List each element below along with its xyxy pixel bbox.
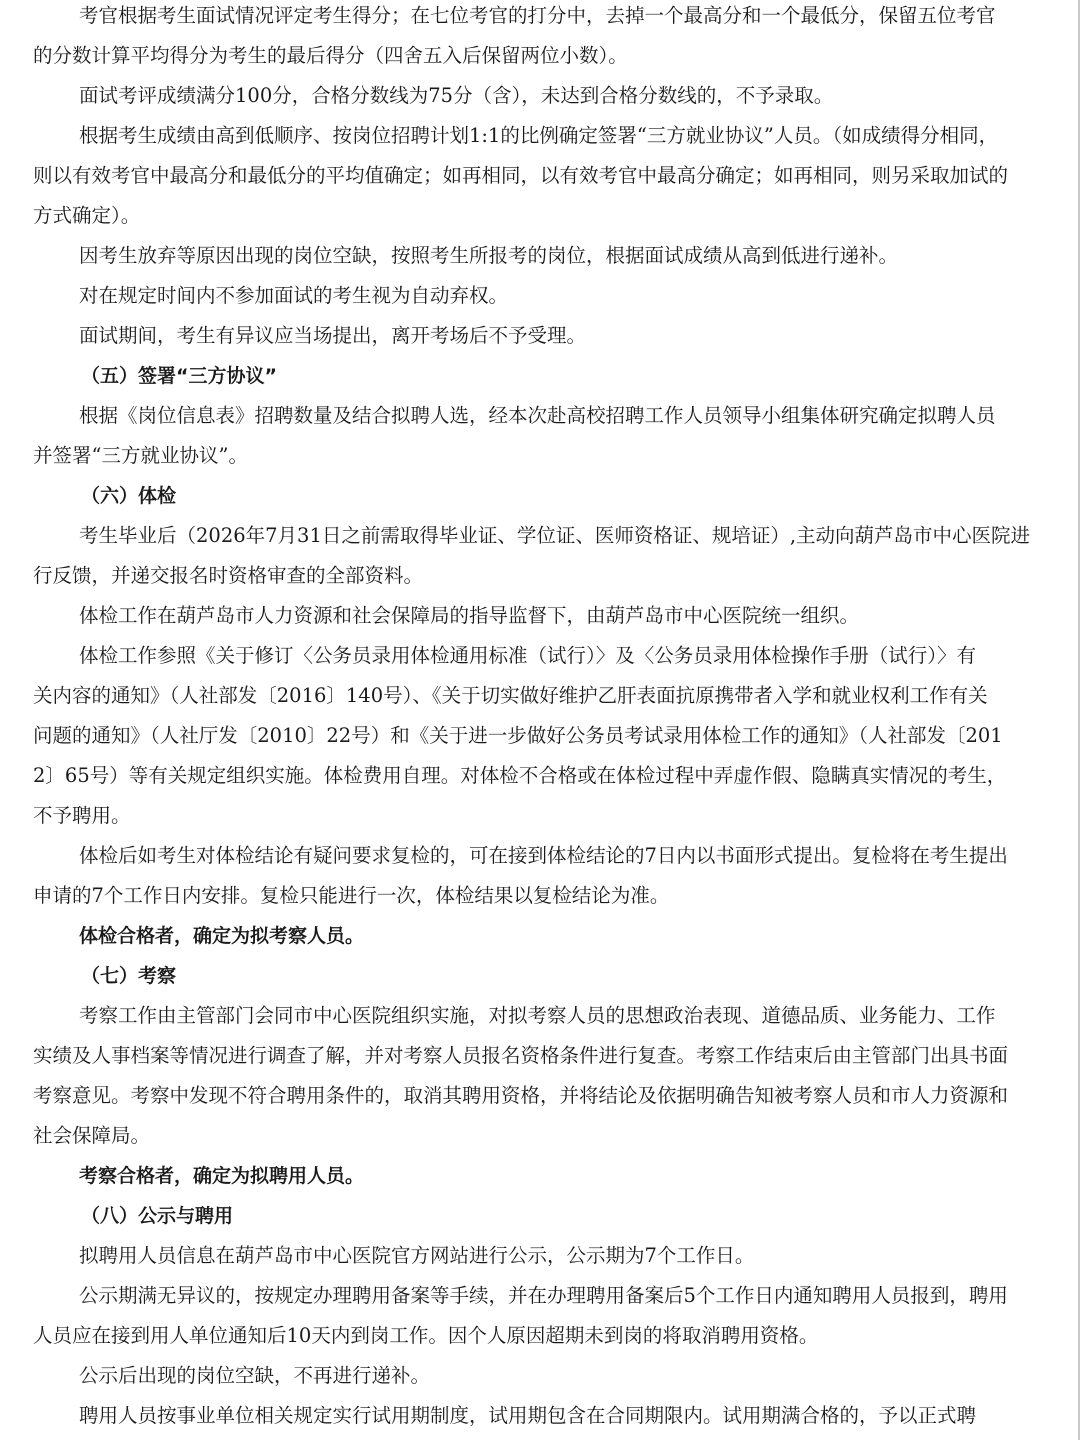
section-heading-five: （五）签署“三方协议” [81, 365, 277, 387]
paragraph-line: 社会保障局。 [33, 1124, 151, 1147]
paragraph-line: 面试期间，考生有异议应当场提出，离开考场后不予受理。 [79, 324, 587, 347]
paragraph-line: 考生毕业后（2026年7月31日之前需取得毕业证、学位证、医师资格证、规培证）,主动向葫芦岛市中心医院进 [79, 524, 1031, 547]
paragraph-line: 行反馈，并递交报名时资格审查的全部资料。 [33, 564, 424, 587]
paragraph-line: 拟聘用人员信息在葫芦岛市中心医院官方网站进行公示，公示期为7个工作日。 [79, 1244, 755, 1267]
bold-conclusion-exam: 体检合格者，确定为拟考察人员。 [79, 925, 365, 947]
paragraph-line: 并签署“三方就业协议”。 [33, 444, 248, 467]
section-heading-eight: （八）公示与聘用 [81, 1205, 234, 1227]
paragraph-line: 公示后出现的岗位空缺，不再进行递补。 [79, 1364, 431, 1387]
paragraph-line: 考官根据考生面试情况评定考生得分；在七位考官的打分中，去掉一个最高分和一个最低分，保留五位考官 [79, 4, 996, 27]
paragraph-line: 人员应在接到用人单位通知后10天内到岗工作。因个人原因超期未到岗的将取消聘用资格。 [33, 1324, 819, 1347]
paragraph-line: 根据考生成绩由高到低顺序、按岗位招聘计划1:1的比例确定签署“三方就业协议”人员。（如成绩得分相同， [79, 124, 999, 147]
paragraph-line: 根据《岗位信息表》招聘数量及结合拟聘人选，经本次赴高校招聘工作人员领导小组集体研究确定拟聘人员 [79, 404, 996, 427]
paragraph-line: 面试考评成绩满分100分，合格分数线为75分（含），未达到合格分数线的，不予录取。 [79, 84, 834, 107]
paragraph-line: 不予聘用。 [33, 804, 131, 827]
paragraph-line: 的分数计算平均得分为考生的最后得分（四舍五入后保留两位小数）。 [33, 44, 628, 67]
section-heading-six: （六）体检 [81, 485, 177, 507]
section-heading-seven: （七）考察 [81, 965, 177, 987]
paragraph-line: 对在规定时间内不参加面试的考生视为自动弃权。 [79, 284, 509, 307]
paragraph-line: 则以有效考官中最高分和最低分的平均值确定；如再相同，以有效考官中最高分确定；如再相同，则另采取加试的 [33, 164, 1009, 187]
paragraph-line: 聘用人员按事业单位相关规定实行试用期制度，试用期包含在合同期限内。试用期满合格的，予以正式聘 [79, 1404, 977, 1427]
paragraph-line: 体检后如考生对体检结论有疑问要求复检的，可在接到体检结论的7日内以书面形式提出。复检将在考生提出 [79, 844, 1008, 867]
paragraph-line: 考察工作由主管部门会同市中心医院组织实施，对拟考察人员的思想政治表现、道德品质、业务能力、工作 [79, 1004, 996, 1027]
paragraph-line: 实绩及人事档案等情况进行调查了解，并对考察人员报名资格条件进行复查。考察工作结束后由主管部门出具书面 [33, 1044, 1009, 1067]
paragraph-line: 体检工作参照《关于修订〈公务员录用体检通用标准（试行）〉及〈公务员录用体检操作手册（试行）〉有 [79, 644, 977, 667]
paragraph-line: 公示期满无异议的，按规定办理聘用备案等手续，并在办理聘用备案后5个工作日内通知聘用人员报到，聘用 [79, 1284, 1008, 1307]
bold-conclusion-review: 考察合格者，确定为拟聘用人员。 [79, 1165, 365, 1187]
paragraph-line: 2〕65号）等有关规定组织实施。体检费用自理。对体检不合格或在体检过程中弄虚作假、隐瞒真实情况的考生， [33, 764, 1007, 787]
paragraph-line: 申请的7个工作日内安排。复检只能进行一次，体检结果以复检结论为准。 [33, 884, 670, 907]
paragraph-line: 关内容的通知》（人社部发〔2016〕140号）、《关于切实做好维护乙肝表面抗原携带者入学和就业权利工作有关 [33, 684, 988, 707]
paragraph-line: 考察意见。考察中发现不符合聘用条件的，取消其聘用资格，并将结论及依据明确告知被考察人员和市人力资源和 [33, 1084, 1009, 1107]
paragraph-line: 方式确定）。 [33, 204, 141, 227]
paragraph-line: 问题的通知》（人社厅发〔2010〕22号）和《关于进一步做好公务员考试录用体检工作的通知》（人社部发〔201 [33, 724, 1003, 747]
paragraph-line: 体检工作在葫芦岛市人力资源和社会保障局的指导监督下，由葫芦岛市中心医院统一组织。 [79, 604, 860, 627]
paragraph-line: 因考生放弃等原因出现的岗位空缺，按照考生所报考的岗位，根据面试成绩从高到低进行递补。 [79, 244, 899, 267]
